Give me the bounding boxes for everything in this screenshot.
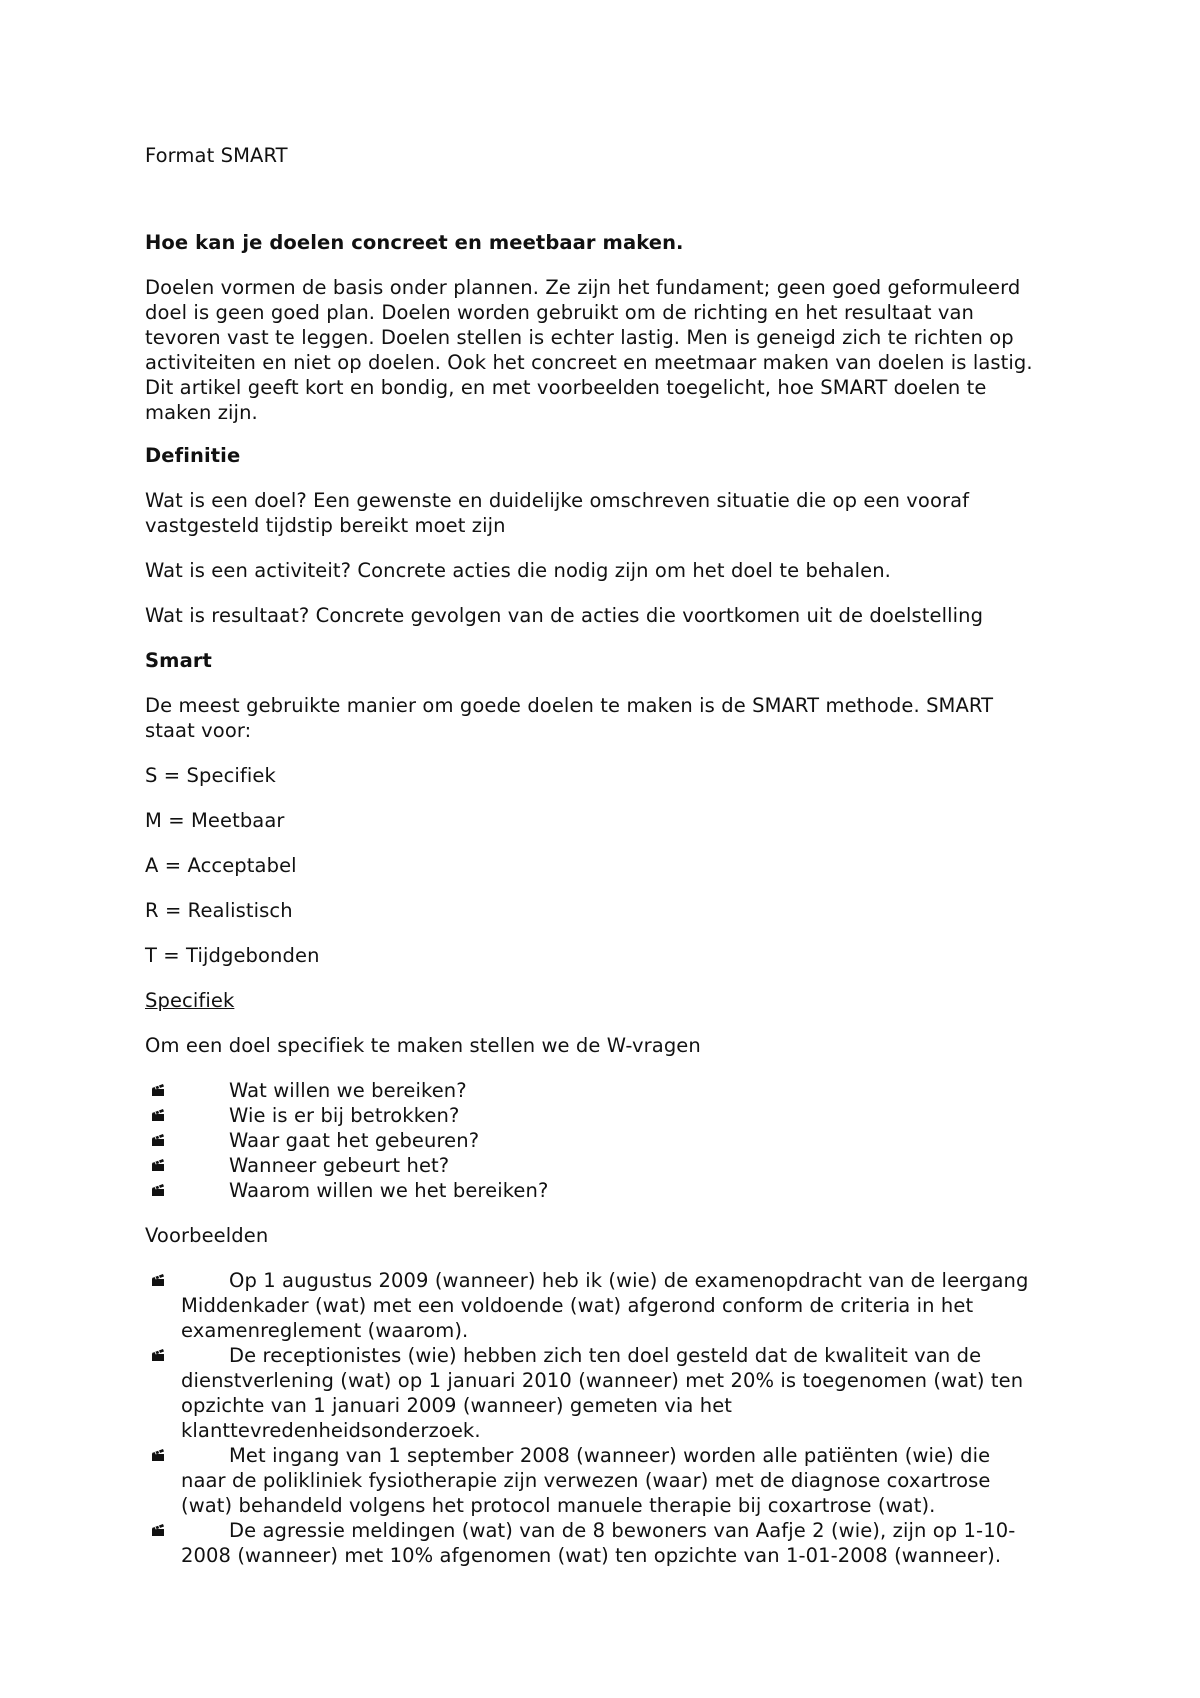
example-line: Op 1 augustus 2009 (wanneer) heb ik (wie) de examenopdracht van de leergang <box>229 1269 1029 1292</box>
w-question-text: Wie is er bij betrokken? <box>229 1104 460 1127</box>
w-question-text: Wat willen we bereiken? <box>229 1079 467 1102</box>
smart-intro-line: staat voor: <box>145 719 252 742</box>
intro-line: maken zijn. <box>145 401 258 424</box>
w-question-text: Wanneer gebeurt het? <box>229 1154 450 1177</box>
smart-t: T = Tijdgebonden <box>145 944 320 967</box>
format-title: Format SMART <box>145 144 288 167</box>
example-line: 2008 (wanneer) met 10% afgenomen (wat) ten opzichte van 1-01-2008 (wanneer). <box>181 1544 1002 1567</box>
clapperboard-icon <box>151 1108 165 1122</box>
specifiek-heading: Specifiek <box>145 989 235 1012</box>
specifiek-intro: Om een doel specifiek te maken stellen we de W-vragen <box>145 1034 701 1057</box>
example-line: klanttevredenheidsonderzoek. <box>181 1419 481 1442</box>
w-question-text: Waarom willen we het bereiken? <box>229 1179 549 1202</box>
main-heading: Hoe kan je doelen concreet en meetbaar maken. <box>145 231 684 254</box>
clapperboard-icon <box>151 1523 165 1537</box>
smart-r: R = Realistisch <box>145 899 293 922</box>
example-line: naar de polikliniek fysiotherapie zijn verwezen (waar) met de diagnose coxartrose <box>181 1469 991 1492</box>
example-item <box>145 1268 1065 1343</box>
smart-s: S = Specifiek <box>145 764 276 787</box>
clapperboard-icon <box>151 1158 165 1172</box>
intro-line: tevoren vast te leggen. Doelen stellen is echter lastig. Men is geneigd zich te richten op <box>145 326 1014 349</box>
example-line: De agressie meldingen (wat) van de 8 bewoners van Aafje 2 (wie), zijn op 1-10- <box>229 1519 1016 1542</box>
example-item <box>145 1343 1065 1443</box>
clapperboard-icon <box>151 1448 165 1462</box>
example-line: Met ingang van 1 september 2008 (wanneer) worden alle patiënten (wie) die <box>229 1444 991 1467</box>
clapperboard-icon <box>151 1133 165 1147</box>
smart-intro-line: De meest gebruikte manier om goede doelen te maken is de SMART methode. SMART <box>145 694 994 717</box>
voorbeelden-heading: Voorbeelden <box>145 1224 269 1247</box>
example-item <box>145 1443 1065 1518</box>
def-activiteit: Wat is een activiteit? Concrete acties die nodig zijn om het doel te behalen. <box>145 559 891 582</box>
example-item <box>145 1518 1065 1568</box>
intro-line: Dit artikel geeft kort en bondig, en met voorbeelden toegelicht, hoe SMART doelen te <box>145 376 987 399</box>
definitie-heading: Definitie <box>145 444 241 467</box>
clapperboard-icon <box>151 1348 165 1362</box>
def-doel-paragraph <box>145 488 1065 538</box>
example-line: opzichte van 1 januari 2009 (wanneer) gemeten via het <box>181 1394 733 1417</box>
def-resultaat: Wat is resultaat? Concrete gevolgen van de acties die voortkomen uit de doelstelling <box>145 604 984 627</box>
clapperboard-icon <box>151 1183 165 1197</box>
def-doel-line: vastgesteld tijdstip bereikt moet zijn <box>145 514 506 537</box>
w-question-text: Waar gaat het gebeuren? <box>229 1129 480 1152</box>
intro-line: activiteiten en niet op doelen. Ook het concreet en meetmaar maken van doelen is lastig. <box>145 351 1033 374</box>
example-line: examenreglement (waarom). <box>181 1319 469 1342</box>
example-line: dienstverlening (wat) op 1 januari 2010 (wanneer) met 20% is toegenomen (wat) ten <box>181 1369 1024 1392</box>
intro-paragraph <box>145 275 1065 425</box>
clapperboard-icon <box>151 1083 165 1097</box>
smart-heading: Smart <box>145 649 212 672</box>
smart-intro-paragraph <box>145 693 1065 743</box>
def-doel-line: Wat is een doel? Een gewenste en duidelijke omschreven situatie die op een vooraf <box>145 489 970 512</box>
clapperboard-icon <box>151 1273 165 1287</box>
smart-m: M = Meetbaar <box>145 809 285 832</box>
intro-line: Doelen vormen de basis onder plannen. Ze zijn het fundament; geen goed geformuleerd <box>145 276 1021 299</box>
example-line: De receptionistes (wie) hebben zich ten doel gesteld dat de kwaliteit van de <box>229 1344 982 1367</box>
smart-a: A = Acceptabel <box>145 854 297 877</box>
intro-line: doel is geen goed plan. Doelen worden gebruikt om de richting en het resultaat van <box>145 301 975 324</box>
example-line: (wat) behandeld volgens het protocol manuele therapie bij coxartrose (wat). <box>181 1494 936 1517</box>
example-line: Middenkader (wat) met een voldoende (wat) afgerond conform de criteria in het <box>181 1294 974 1317</box>
